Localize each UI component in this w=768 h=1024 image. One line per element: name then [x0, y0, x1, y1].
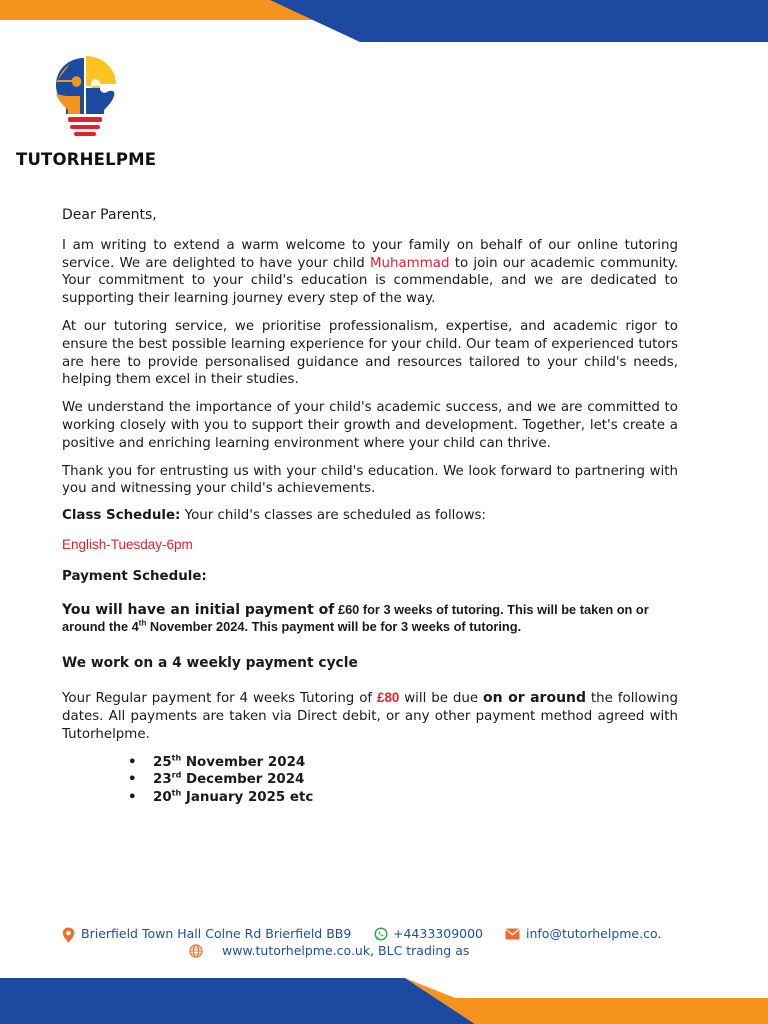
initial-payment-end: November 2024. This payment will be for 3 weeks of tutoring. — [146, 619, 522, 635]
schedule-entry: English-Tuesday-6pm — [62, 536, 193, 552]
footer-address: Brierfield Town Hall Colne Rd Brierfield BB9 — [62, 926, 351, 941]
initial-payment-line — [62, 602, 678, 637]
payment-date-item: • 23rd December 2024 — [62, 771, 678, 789]
paragraph-thanks: Thank you for entrusting us with your child's education. We look forward to partnering with you and witnessing your child's achievements. — [62, 463, 678, 497]
class-schedule-line — [62, 507, 678, 525]
regular-payment-mid: will be due — [399, 691, 483, 707]
payment-date-item: • 25th November 2024 — [62, 754, 678, 772]
payment-date-item: • 20th January 2025 etc — [62, 789, 678, 807]
company-name: TUTORHELPME — [16, 150, 157, 169]
paragraph-commitment: We understand the importance of your child's academic success, and we are committed to working closely with you to support their growth and development. Together, let's create a positive and enriching learning environment where your child can thrive. — [62, 400, 678, 451]
location-pin-icon — [62, 927, 75, 943]
lightbulb-puzzle-logo-icon — [50, 52, 120, 142]
class-schedule-text: Your child's classes are scheduled as follows: — [180, 508, 487, 524]
whatsapp-icon — [374, 927, 388, 941]
company-logo — [16, 50, 156, 175]
globe-icon — [189, 944, 203, 958]
regular-payment-amount: £80 — [377, 690, 400, 706]
payment-dates-list — [62, 754, 678, 807]
regular-payment-start: Your Regular payment for 4 weeks Tutoring of — [62, 691, 377, 707]
top-decorative-band — [0, 0, 768, 44]
greeting: Dear Parents, — [62, 207, 157, 223]
footer-phone[interactable]: +4433309000 — [374, 926, 483, 941]
welcome-text-start: I am writing to extend a warm welcome to your family on behalf of our online tutoring service. We are delighted to have your child — [62, 237, 678, 271]
letter-body — [62, 207, 678, 806]
welcome-text-end: to join our academic community. Your commitment to your child's education is commendable, and we are dedicated to supporting their learning journey every step of the way. — [62, 255, 678, 307]
initial-payment-lead: You will have an initial payment of — [62, 601, 335, 618]
footer-website[interactable]: www.tutorhelpme.co.uk, BLC trading as — [189, 943, 469, 958]
footer-email[interactable]: info@tutorhelpme.co. — [505, 926, 661, 941]
regular-payment-end: the following dates. All payments are taken via Direct debit, or any other payment method agreed with Tutorhelpme. — [62, 691, 678, 742]
paragraph-professionalism: At our tutoring service, we prioritise professionalism, expertise, and academic rigor to ensure the best possible learning experience for your child. Our team of experienced tutors are here to provide personalised guidance and resources tailored to your child's needs, helping them excel in their studies. — [62, 318, 678, 388]
payment-schedule-label: Payment Schedule: — [62, 568, 207, 584]
child-name: Muhammad — [369, 255, 450, 271]
payment-cycle-heading: We work on a 4 weekly payment cycle — [62, 654, 358, 671]
class-schedule-label: Class Schedule: — [62, 508, 181, 524]
mail-icon — [505, 928, 520, 940]
paragraph-welcome — [62, 237, 678, 308]
regular-payment-emphasis: on or around — [482, 690, 587, 707]
regular-payment-paragraph — [62, 689, 678, 743]
initial-payment-details: £60 for 3 weeks of tutoring. This will be taken on or around the 4 — [62, 601, 649, 635]
initial-payment-ordinal: th — [138, 618, 147, 628]
bottom-decorative-band — [0, 974, 768, 1024]
